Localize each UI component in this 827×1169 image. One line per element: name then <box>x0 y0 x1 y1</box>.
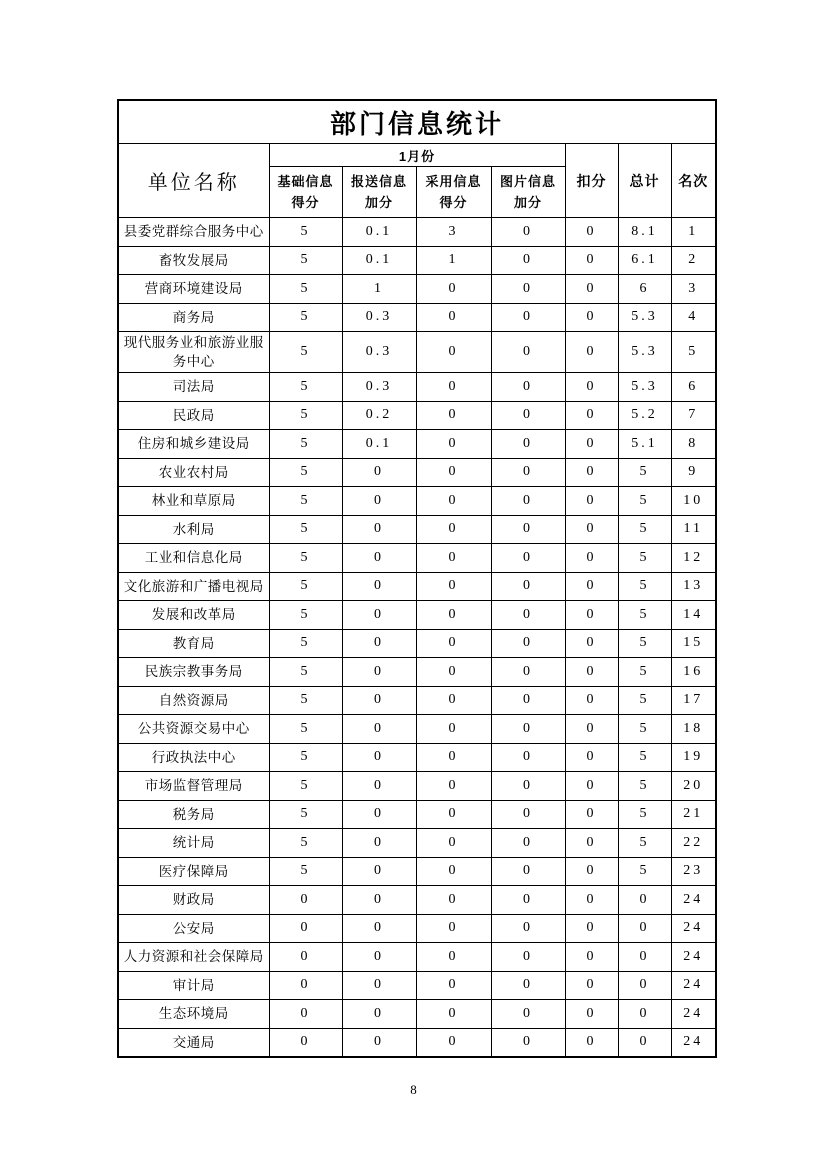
rank-cell: 11 <box>671 515 716 544</box>
column-header-line: 加分 <box>364 195 393 210</box>
unit-name-cell: 公安局 <box>118 914 269 943</box>
adopt-info-score-cell: 0 <box>416 401 491 430</box>
rank-cell: 20 <box>671 772 716 801</box>
rank-cell: 9 <box>671 458 716 487</box>
photo-info-bonus-cell: 0 <box>491 544 565 573</box>
column-header-line: 图片信息 <box>499 174 556 189</box>
deduction-cell: 0 <box>565 971 618 1000</box>
deduction-cell: 0 <box>565 1000 618 1029</box>
submit-info-bonus-cell: 0 <box>342 601 416 630</box>
rank-cell: 22 <box>671 829 716 858</box>
rank-cell: 23 <box>671 857 716 886</box>
deduction-cell: 0 <box>565 275 618 304</box>
rank-cell: 14 <box>671 601 716 630</box>
unit-name-cell: 民族宗教事务局 <box>118 658 269 687</box>
adopt-info-score-cell: 0 <box>416 332 491 373</box>
rank-cell: 21 <box>671 800 716 829</box>
rank-cell: 18 <box>671 715 716 744</box>
base-info-score-cell: 5 <box>269 772 342 801</box>
photo-info-bonus-cell: 0 <box>491 303 565 332</box>
total-cell: 5 <box>618 772 671 801</box>
deduction-cell: 0 <box>565 515 618 544</box>
submit-info-bonus-cell: 0 <box>342 487 416 516</box>
submit-info-bonus-cell: 0.3 <box>342 303 416 332</box>
base-info-score-cell: 5 <box>269 430 342 459</box>
adopt-info-score-cell: 3 <box>416 218 491 247</box>
base-info-score-cell: 0 <box>269 943 342 972</box>
total-cell: 5 <box>618 800 671 829</box>
rank-cell: 24 <box>671 971 716 1000</box>
base-info-score-cell: 5 <box>269 218 342 247</box>
column-header-photo-info-bonus <box>491 167 565 218</box>
deduction-cell: 0 <box>565 458 618 487</box>
unit-name-cell: 工业和信息化局 <box>118 544 269 573</box>
column-header-deduction: 扣分 <box>565 144 618 218</box>
photo-info-bonus-cell: 0 <box>491 886 565 915</box>
table-row <box>118 544 716 573</box>
rank-cell: 1 <box>671 218 716 247</box>
photo-info-bonus-cell: 0 <box>491 373 565 402</box>
submit-info-bonus-cell: 0 <box>342 914 416 943</box>
rank-cell: 13 <box>671 572 716 601</box>
unit-name-cell: 市场监督管理局 <box>118 772 269 801</box>
table-row <box>118 401 716 430</box>
base-info-score-cell: 0 <box>269 1000 342 1029</box>
photo-info-bonus-cell: 0 <box>491 715 565 744</box>
total-cell: 5 <box>618 743 671 772</box>
photo-info-bonus-cell: 0 <box>491 658 565 687</box>
total-cell: 5 <box>618 601 671 630</box>
adopt-info-score-cell: 0 <box>416 430 491 459</box>
rank-cell: 2 <box>671 246 716 275</box>
submit-info-bonus-cell: 0 <box>342 658 416 687</box>
unit-name-cell: 医疗保障局 <box>118 857 269 886</box>
page-number: 8 <box>410 1082 417 1097</box>
adopt-info-score-cell: 1 <box>416 246 491 275</box>
total-cell: 5 <box>618 458 671 487</box>
column-header-line: 采用信息 <box>425 174 482 189</box>
deduction-cell: 0 <box>565 218 618 247</box>
total-cell: 0 <box>618 914 671 943</box>
total-cell: 5 <box>618 857 671 886</box>
adopt-info-score-cell: 0 <box>416 715 491 744</box>
total-cell: 5 <box>618 686 671 715</box>
deduction-cell: 0 <box>565 487 618 516</box>
base-info-score-cell: 5 <box>269 275 342 304</box>
deduction-cell: 0 <box>565 800 618 829</box>
deduction-cell: 0 <box>565 303 618 332</box>
photo-info-bonus-cell: 0 <box>491 1000 565 1029</box>
submit-info-bonus-cell: 0 <box>342 515 416 544</box>
column-header-line: 得分 <box>291 195 320 210</box>
rank-cell: 4 <box>671 303 716 332</box>
submit-info-bonus-cell: 0 <box>342 772 416 801</box>
rank-cell: 24 <box>671 1000 716 1029</box>
total-cell: 5 <box>618 515 671 544</box>
base-info-score-cell: 5 <box>269 572 342 601</box>
deduction-cell: 0 <box>565 401 618 430</box>
deduction-cell: 0 <box>565 601 618 630</box>
submit-info-bonus-cell: 0 <box>342 1028 416 1057</box>
table-row <box>118 886 716 915</box>
table-row <box>118 601 716 630</box>
submit-info-bonus-cell: 0.3 <box>342 373 416 402</box>
table-row <box>118 246 716 275</box>
unit-name-cell: 生态环境局 <box>118 1000 269 1029</box>
unit-name-cell: 司法局 <box>118 373 269 402</box>
photo-info-bonus-cell: 0 <box>491 829 565 858</box>
rank-cell: 24 <box>671 943 716 972</box>
adopt-info-score-cell: 0 <box>416 1028 491 1057</box>
adopt-info-score-cell: 0 <box>416 629 491 658</box>
table-row <box>118 943 716 972</box>
submit-info-bonus-cell: 0.2 <box>342 401 416 430</box>
unit-name-cell: 人力资源和社会保障局 <box>118 943 269 972</box>
submit-info-bonus-cell: 0 <box>342 686 416 715</box>
table-row <box>118 1000 716 1029</box>
base-info-score-cell: 0 <box>269 914 342 943</box>
rank-cell: 5 <box>671 332 716 373</box>
total-cell: 0 <box>618 886 671 915</box>
adopt-info-score-cell: 0 <box>416 544 491 573</box>
adopt-info-score-cell: 0 <box>416 658 491 687</box>
column-header-unit-name: 单位名称 <box>118 144 269 218</box>
table-row <box>118 658 716 687</box>
unit-name-cell: 民政局 <box>118 401 269 430</box>
table-row <box>118 715 716 744</box>
table-row <box>118 800 716 829</box>
deduction-cell: 0 <box>565 246 618 275</box>
unit-name-cell: 县委党群综合服务中心 <box>118 218 269 247</box>
unit-name-cell: 行政执法中心 <box>118 743 269 772</box>
photo-info-bonus-cell: 0 <box>491 943 565 972</box>
unit-name-cell: 营商环境建设局 <box>118 275 269 304</box>
adopt-info-score-cell: 0 <box>416 829 491 858</box>
table-row <box>118 487 716 516</box>
total-cell: 0 <box>618 1000 671 1029</box>
unit-name-cell: 现代服务业和旅游业服务中心 <box>118 332 269 373</box>
base-info-score-cell: 5 <box>269 458 342 487</box>
adopt-info-score-cell: 0 <box>416 458 491 487</box>
base-info-score-cell: 5 <box>269 373 342 402</box>
adopt-info-score-cell: 0 <box>416 686 491 715</box>
table-row <box>118 971 716 1000</box>
submit-info-bonus-cell: 0 <box>342 886 416 915</box>
table-row <box>118 303 716 332</box>
table-row <box>118 743 716 772</box>
deduction-cell: 0 <box>565 658 618 687</box>
deduction-cell: 0 <box>565 943 618 972</box>
column-header-total: 总计 <box>618 144 671 218</box>
unit-name-cell: 发展和改革局 <box>118 601 269 630</box>
unit-name-cell: 住房和城乡建设局 <box>118 430 269 459</box>
rank-cell: 10 <box>671 487 716 516</box>
deduction-cell: 0 <box>565 886 618 915</box>
table-row <box>118 515 716 544</box>
total-cell: 6 <box>618 275 671 304</box>
submit-info-bonus-cell: 0 <box>342 629 416 658</box>
adopt-info-score-cell: 0 <box>416 487 491 516</box>
deduction-cell: 0 <box>565 373 618 402</box>
unit-name-cell: 自然资源局 <box>118 686 269 715</box>
table-row <box>118 572 716 601</box>
unit-name-cell: 畜牧发展局 <box>118 246 269 275</box>
rank-cell: 15 <box>671 629 716 658</box>
base-info-score-cell: 5 <box>269 658 342 687</box>
photo-info-bonus-cell: 0 <box>491 629 565 658</box>
photo-info-bonus-cell: 0 <box>491 487 565 516</box>
total-cell: 5.2 <box>618 401 671 430</box>
table-row <box>118 914 716 943</box>
base-info-score-cell: 5 <box>269 829 342 858</box>
unit-name-cell: 农业农村局 <box>118 458 269 487</box>
base-info-score-cell: 5 <box>269 743 342 772</box>
table-row <box>118 686 716 715</box>
submit-info-bonus-cell: 0.3 <box>342 332 416 373</box>
unit-name-cell: 文化旅游和广播电视局 <box>118 572 269 601</box>
submit-info-bonus-cell: 0 <box>342 715 416 744</box>
total-cell: 5 <box>618 487 671 516</box>
table-row <box>118 829 716 858</box>
table-title: 部门信息统计 <box>118 100 716 144</box>
base-info-score-cell: 0 <box>269 1028 342 1057</box>
submit-info-bonus-cell: 1 <box>342 275 416 304</box>
deduction-cell: 0 <box>565 857 618 886</box>
photo-info-bonus-cell: 0 <box>491 515 565 544</box>
submit-info-bonus-cell: 0.1 <box>342 430 416 459</box>
column-header-adopt-info-score <box>416 167 491 218</box>
adopt-info-score-cell: 0 <box>416 886 491 915</box>
unit-name-cell: 教育局 <box>118 629 269 658</box>
base-info-score-cell: 5 <box>269 246 342 275</box>
adopt-info-score-cell: 0 <box>416 971 491 1000</box>
deduction-cell: 0 <box>565 743 618 772</box>
column-header-rank: 名次 <box>671 144 716 218</box>
photo-info-bonus-cell: 0 <box>491 430 565 459</box>
total-cell: 5.3 <box>618 332 671 373</box>
base-info-score-cell: 5 <box>269 857 342 886</box>
base-info-score-cell: 5 <box>269 686 342 715</box>
department-statistics-table <box>117 99 717 1058</box>
base-info-score-cell: 5 <box>269 629 342 658</box>
photo-info-bonus-cell: 0 <box>491 332 565 373</box>
photo-info-bonus-cell: 0 <box>491 218 565 247</box>
base-info-score-cell: 5 <box>269 601 342 630</box>
base-info-score-cell: 5 <box>269 715 342 744</box>
submit-info-bonus-cell: 0.1 <box>342 218 416 247</box>
total-cell: 0 <box>618 943 671 972</box>
deduction-cell: 0 <box>565 572 618 601</box>
base-info-score-cell: 0 <box>269 971 342 1000</box>
unit-name-cell: 税务局 <box>118 800 269 829</box>
total-cell: 0 <box>618 1028 671 1057</box>
table-row <box>118 857 716 886</box>
photo-info-bonus-cell: 0 <box>491 914 565 943</box>
submit-info-bonus-cell: 0 <box>342 829 416 858</box>
submit-info-bonus-cell: 0 <box>342 544 416 573</box>
submit-info-bonus-cell: 0 <box>342 943 416 972</box>
rank-cell: 12 <box>671 544 716 573</box>
rank-cell: 6 <box>671 373 716 402</box>
total-cell: 5.1 <box>618 430 671 459</box>
submit-info-bonus-cell: 0 <box>342 971 416 1000</box>
table-body <box>118 100 716 1057</box>
deduction-cell: 0 <box>565 829 618 858</box>
total-cell: 0 <box>618 971 671 1000</box>
photo-info-bonus-cell: 0 <box>491 743 565 772</box>
unit-name-cell: 商务局 <box>118 303 269 332</box>
photo-info-bonus-cell: 0 <box>491 601 565 630</box>
total-cell: 5 <box>618 572 671 601</box>
submit-info-bonus-cell: 0 <box>342 743 416 772</box>
base-info-score-cell: 5 <box>269 515 342 544</box>
submit-info-bonus-cell: 0 <box>342 572 416 601</box>
unit-name-cell: 统计局 <box>118 829 269 858</box>
photo-info-bonus-cell: 0 <box>491 275 565 304</box>
base-info-score-cell: 5 <box>269 800 342 829</box>
adopt-info-score-cell: 0 <box>416 572 491 601</box>
unit-name-cell: 水利局 <box>118 515 269 544</box>
deduction-cell: 0 <box>565 772 618 801</box>
column-header-submit-info-bonus <box>342 167 416 218</box>
unit-name-cell: 审计局 <box>118 971 269 1000</box>
rank-cell: 3 <box>671 275 716 304</box>
adopt-info-score-cell: 0 <box>416 1000 491 1029</box>
deduction-cell: 0 <box>565 1028 618 1057</box>
adopt-info-score-cell: 0 <box>416 800 491 829</box>
column-group-month: 1月份 <box>269 144 565 167</box>
deduction-cell: 0 <box>565 914 618 943</box>
deduction-cell: 0 <box>565 686 618 715</box>
total-cell: 5 <box>618 829 671 858</box>
total-cell: 5 <box>618 629 671 658</box>
photo-info-bonus-cell: 0 <box>491 686 565 715</box>
photo-info-bonus-cell: 0 <box>491 458 565 487</box>
adopt-info-score-cell: 0 <box>416 275 491 304</box>
total-cell: 5 <box>618 715 671 744</box>
adopt-info-score-cell: 0 <box>416 303 491 332</box>
adopt-info-score-cell: 0 <box>416 373 491 402</box>
photo-info-bonus-cell: 0 <box>491 1028 565 1057</box>
photo-info-bonus-cell: 0 <box>491 800 565 829</box>
total-cell: 5 <box>618 544 671 573</box>
base-info-score-cell: 5 <box>269 401 342 430</box>
deduction-cell: 0 <box>565 430 618 459</box>
header-row-group <box>118 144 716 167</box>
column-header-base-info-score <box>269 167 342 218</box>
base-info-score-cell: 5 <box>269 303 342 332</box>
total-cell: 6.1 <box>618 246 671 275</box>
rank-cell: 19 <box>671 743 716 772</box>
rank-cell: 17 <box>671 686 716 715</box>
column-header-line: 得分 <box>439 195 468 210</box>
unit-name-cell: 交通局 <box>118 1028 269 1057</box>
adopt-info-score-cell: 0 <box>416 914 491 943</box>
table-row <box>118 772 716 801</box>
table-row <box>118 458 716 487</box>
submit-info-bonus-cell: 0 <box>342 458 416 487</box>
adopt-info-score-cell: 0 <box>416 601 491 630</box>
table-row <box>118 430 716 459</box>
submit-info-bonus-cell: 0.1 <box>342 246 416 275</box>
photo-info-bonus-cell: 0 <box>491 572 565 601</box>
deduction-cell: 0 <box>565 332 618 373</box>
table-row <box>118 332 716 373</box>
rank-cell: 7 <box>671 401 716 430</box>
deduction-cell: 0 <box>565 629 618 658</box>
adopt-info-score-cell: 0 <box>416 772 491 801</box>
photo-info-bonus-cell: 0 <box>491 772 565 801</box>
table-row <box>118 1028 716 1057</box>
unit-name-cell: 林业和草原局 <box>118 487 269 516</box>
unit-name-cell: 公共资源交易中心 <box>118 715 269 744</box>
adopt-info-score-cell: 0 <box>416 743 491 772</box>
adopt-info-score-cell: 0 <box>416 857 491 886</box>
table-row <box>118 629 716 658</box>
submit-info-bonus-cell: 0 <box>342 1000 416 1029</box>
total-cell: 5.3 <box>618 303 671 332</box>
column-header-line: 基础信息 <box>277 174 334 189</box>
rank-cell: 24 <box>671 886 716 915</box>
base-info-score-cell: 0 <box>269 886 342 915</box>
base-info-score-cell: 5 <box>269 544 342 573</box>
unit-name-cell: 财政局 <box>118 886 269 915</box>
rank-cell: 16 <box>671 658 716 687</box>
column-header-line: 报送信息 <box>350 174 407 189</box>
rank-cell: 24 <box>671 914 716 943</box>
total-cell: 5 <box>618 658 671 687</box>
table-row <box>118 373 716 402</box>
submit-info-bonus-cell: 0 <box>342 800 416 829</box>
column-header-line: 加分 <box>513 195 542 210</box>
base-info-score-cell: 5 <box>269 332 342 373</box>
submit-info-bonus-cell: 0 <box>342 857 416 886</box>
rank-cell: 24 <box>671 1028 716 1057</box>
title-row <box>118 100 716 144</box>
rank-cell: 8 <box>671 430 716 459</box>
table-row <box>118 218 716 247</box>
total-cell: 8.1 <box>618 218 671 247</box>
photo-info-bonus-cell: 0 <box>491 857 565 886</box>
deduction-cell: 0 <box>565 715 618 744</box>
table-row <box>118 275 716 304</box>
photo-info-bonus-cell: 0 <box>491 971 565 1000</box>
adopt-info-score-cell: 0 <box>416 515 491 544</box>
photo-info-bonus-cell: 0 <box>491 401 565 430</box>
photo-info-bonus-cell: 0 <box>491 246 565 275</box>
base-info-score-cell: 5 <box>269 487 342 516</box>
adopt-info-score-cell: 0 <box>416 943 491 972</box>
total-cell: 5.3 <box>618 373 671 402</box>
deduction-cell: 0 <box>565 544 618 573</box>
